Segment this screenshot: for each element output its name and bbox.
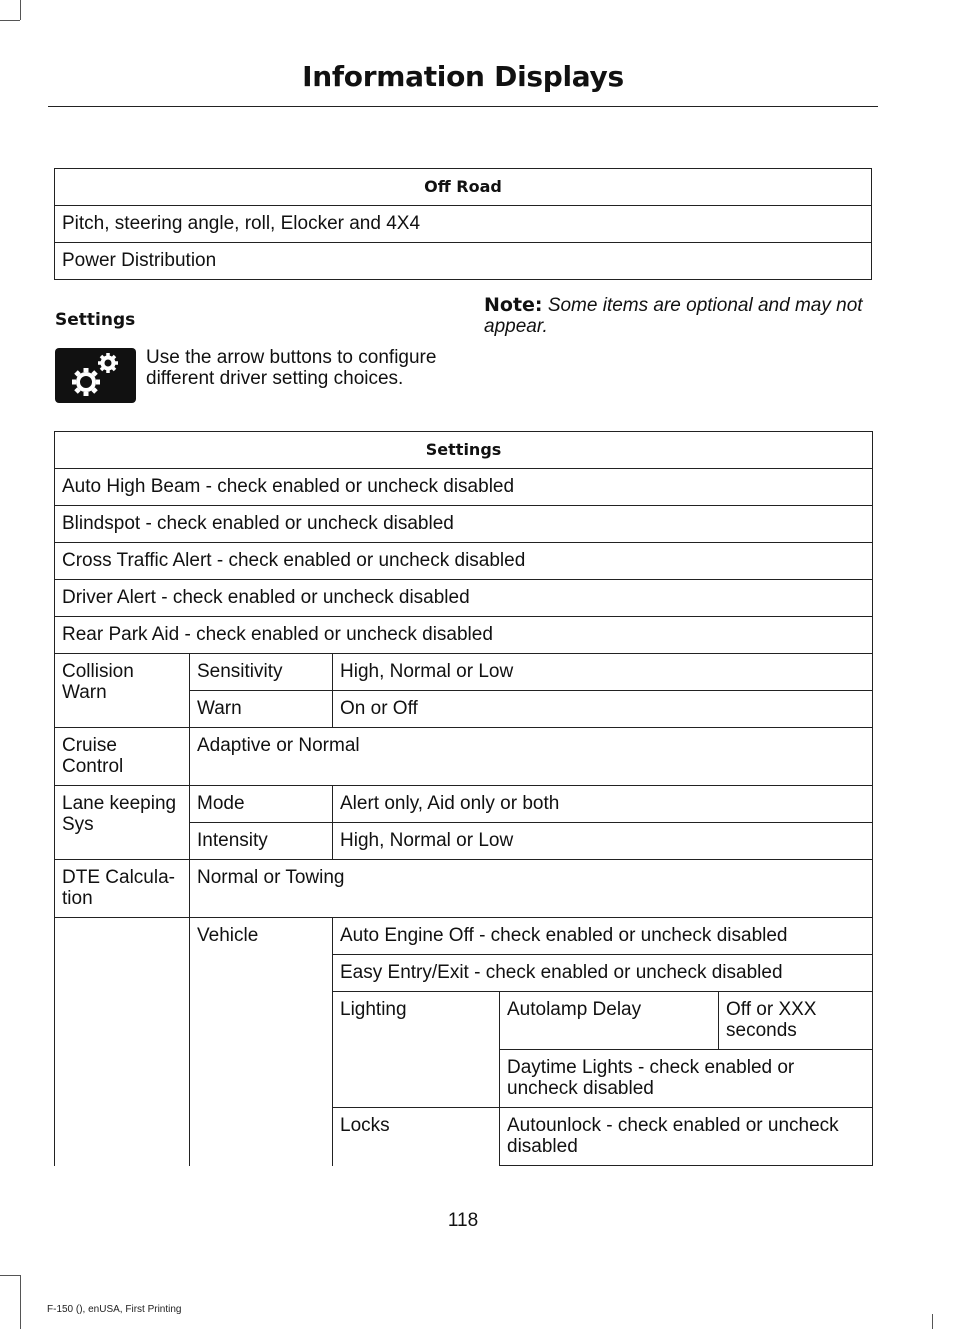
auto-engine-off: Auto Engine Off - check enabled or uncheck disabled — [333, 918, 873, 955]
cruise-control-label: Cruise Control — [55, 728, 190, 786]
crop-mark — [932, 1314, 933, 1329]
intensity-value: High, Normal or Low — [333, 823, 873, 860]
autolamp-delay-label: Autolamp Delay — [500, 992, 719, 1050]
cruise-control-value: Adaptive or Normal — [190, 728, 873, 786]
off-road-row: Pitch, steering angle, roll, Elocker and 4X4 — [55, 206, 872, 243]
off-road-table — [54, 168, 872, 280]
note — [484, 295, 874, 337]
crop-mark — [0, 20, 20, 21]
off-road-row: Power Distribution — [55, 243, 872, 280]
empty-category-cell — [55, 918, 190, 1166]
lane-keeping-label: Lane keeping Sys — [55, 786, 190, 860]
dte-label: DTE Calcula-tion — [55, 860, 190, 918]
autolamp-delay-value: Off or XXX seconds — [719, 992, 873, 1050]
page-title: Information Displays — [302, 60, 624, 93]
footer-text: F-150 (), enUSA, First Printing — [47, 1304, 182, 1315]
autounlock: Autounlock - check enabled or uncheck disabled — [500, 1108, 873, 1166]
gear-settings-icon — [55, 348, 136, 403]
page-number: 118 — [447, 1210, 479, 1231]
warn-label: Warn — [190, 691, 333, 728]
note-label: Note: — [484, 294, 543, 316]
settings-row: Cross Traffic Alert - check enabled or uncheck disabled — [55, 543, 873, 580]
settings-row: Auto High Beam - check enabled or uncheck disabled — [55, 469, 873, 506]
settings-row: Blindspot - check enabled or uncheck disabled — [55, 506, 873, 543]
settings-table-heading: Settings — [55, 432, 873, 469]
sensitivity-value: High, Normal or Low — [333, 654, 873, 691]
intensity-label: Intensity — [190, 823, 333, 860]
off-road-heading: Off Road — [55, 169, 872, 206]
settings-row: Rear Park Aid - check enabled or uncheck disabled — [55, 617, 873, 654]
crop-mark — [20, 0, 21, 20]
mode-label: Mode — [190, 786, 333, 823]
crop-mark — [0, 1275, 20, 1276]
vehicle-label: Vehicle — [190, 918, 333, 1166]
settings-description: Use the arrow buttons to configure different driver setting choices. — [146, 347, 437, 389]
note-text: Some items are optional and may not appear. — [484, 295, 863, 337]
daytime-lights: Daytime Lights - check enabled or uncheck disabled — [500, 1050, 873, 1108]
dte-value: Normal or Towing — [190, 860, 873, 918]
mode-value: Alert only, Aid only or both — [333, 786, 873, 823]
settings-table — [54, 431, 873, 1166]
settings-row: Driver Alert - check enabled or uncheck disabled — [55, 580, 873, 617]
collision-warn-label: Collision Warn — [55, 654, 190, 728]
crop-mark — [20, 1275, 21, 1329]
settings-heading: Settings — [55, 310, 136, 330]
easy-entry-exit: Easy Entry/Exit - check enabled or uncheck disabled — [333, 955, 873, 992]
sensitivity-label: Sensitivity — [190, 654, 333, 691]
locks-label: Locks — [333, 1108, 500, 1166]
lighting-label: Lighting — [333, 992, 500, 1108]
warn-value: On or Off — [333, 691, 873, 728]
title-divider — [48, 106, 878, 107]
